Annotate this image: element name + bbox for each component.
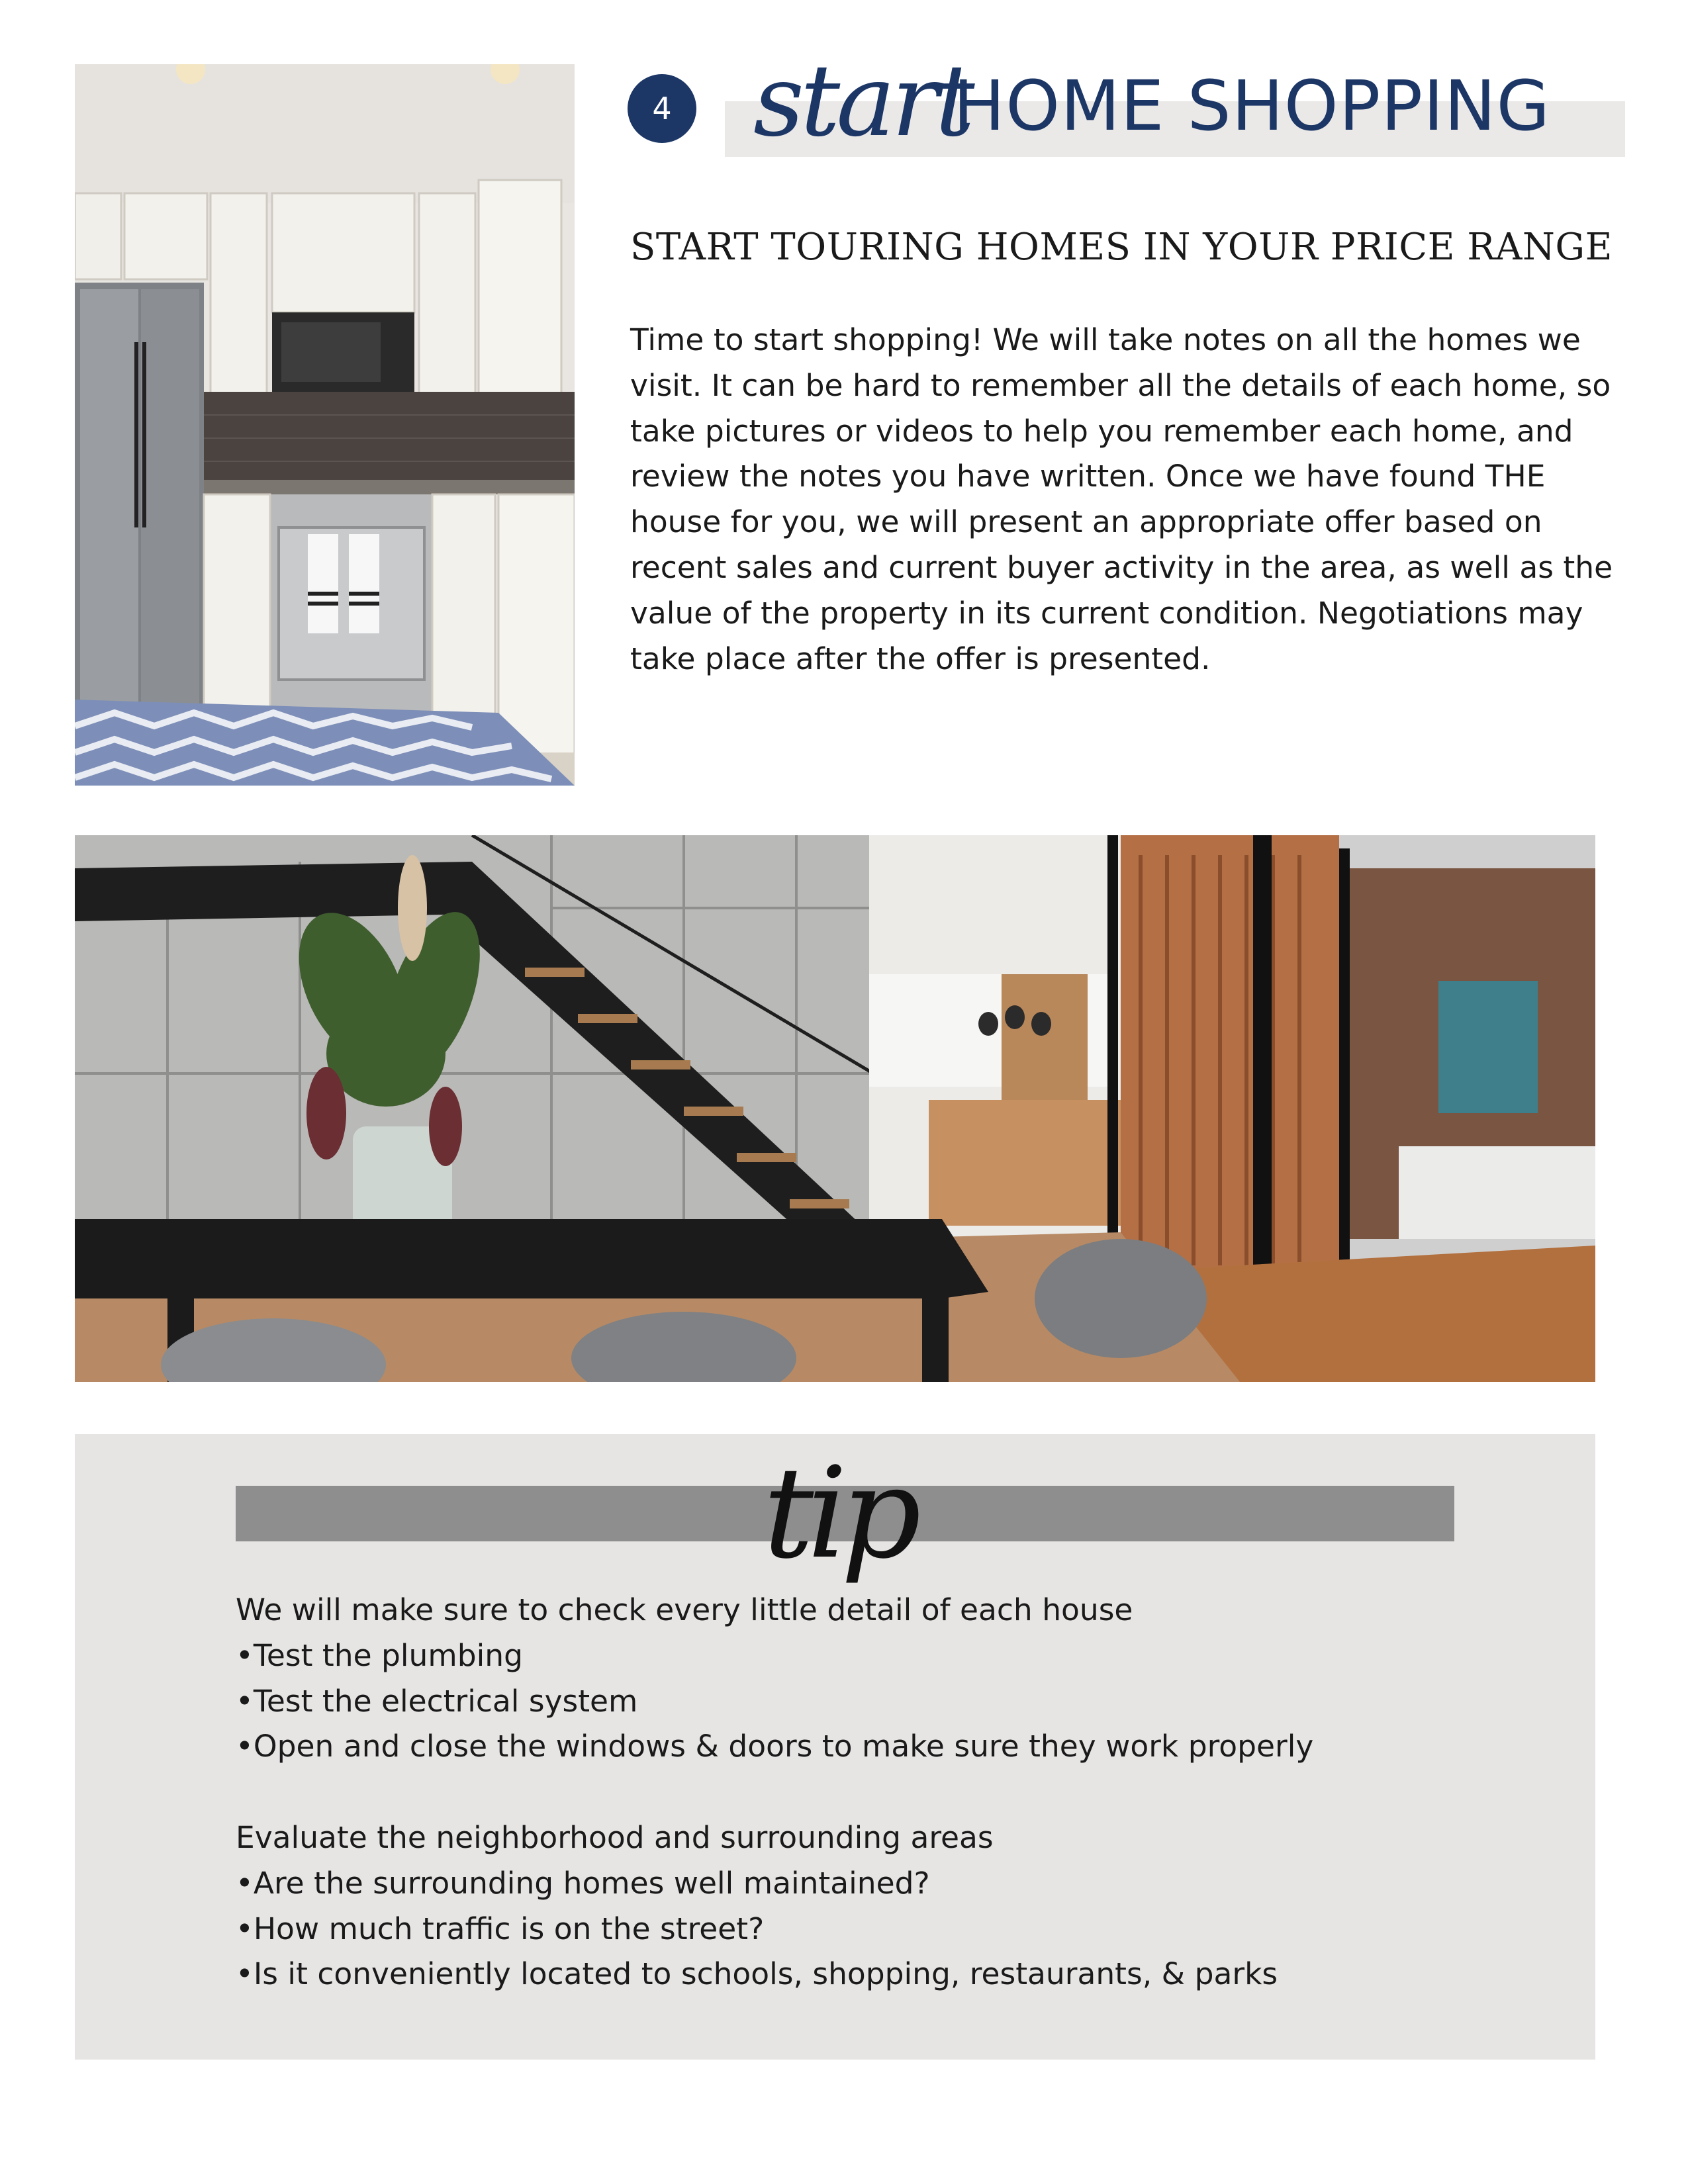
section-body: Time to start shopping! We will take notes on all the homes we visit. It can be hard to remember all the details of each home, so take pictures or videos to help you remember each home, and review the notes you have written. Once we have found THE house for you, we will present an appropriate offer based on recent sales and current buyer activity in the area, as well as the value of the property in its current condition. Negotiations may take place after the offer is presented.	[630, 322, 1613, 676]
kitchen-photo	[75, 64, 575, 786]
tip-item: •Is it conveniently located to schools, shopping, restaurants, & parks	[236, 1956, 1278, 1992]
section-subheading: START TOURING HOMES IN YOUR PRICE RANGE	[630, 226, 1613, 269]
tip-item: •Are the surrounding homes well maintained?	[236, 1865, 930, 1901]
step-number-badge: 4	[628, 74, 696, 143]
interior-photo	[75, 835, 1595, 1382]
tip-item: •Test the plumbing	[236, 1637, 523, 1673]
tip-item: •Open and close the windows & doors to make sure they work properly	[236, 1729, 1314, 1764]
tip-label: tip	[763, 1440, 915, 1586]
page-title: HOME SHOPPING	[953, 66, 1551, 146]
tip-box	[75, 1434, 1595, 2060]
heading-script-word: start	[753, 44, 971, 159]
tip-spacer	[236, 1770, 1560, 1815]
tip-group-intro: We will make sure to check every little detail of each house	[236, 1592, 1133, 1627]
tip-list	[236, 1588, 1560, 1997]
tip-item: •How much traffic is on the street?	[236, 1911, 765, 1946]
tip-item: •Test the electrical system	[236, 1683, 638, 1719]
tip-group-intro: Evaluate the neighborhood and surrounding areas	[236, 1819, 994, 1855]
